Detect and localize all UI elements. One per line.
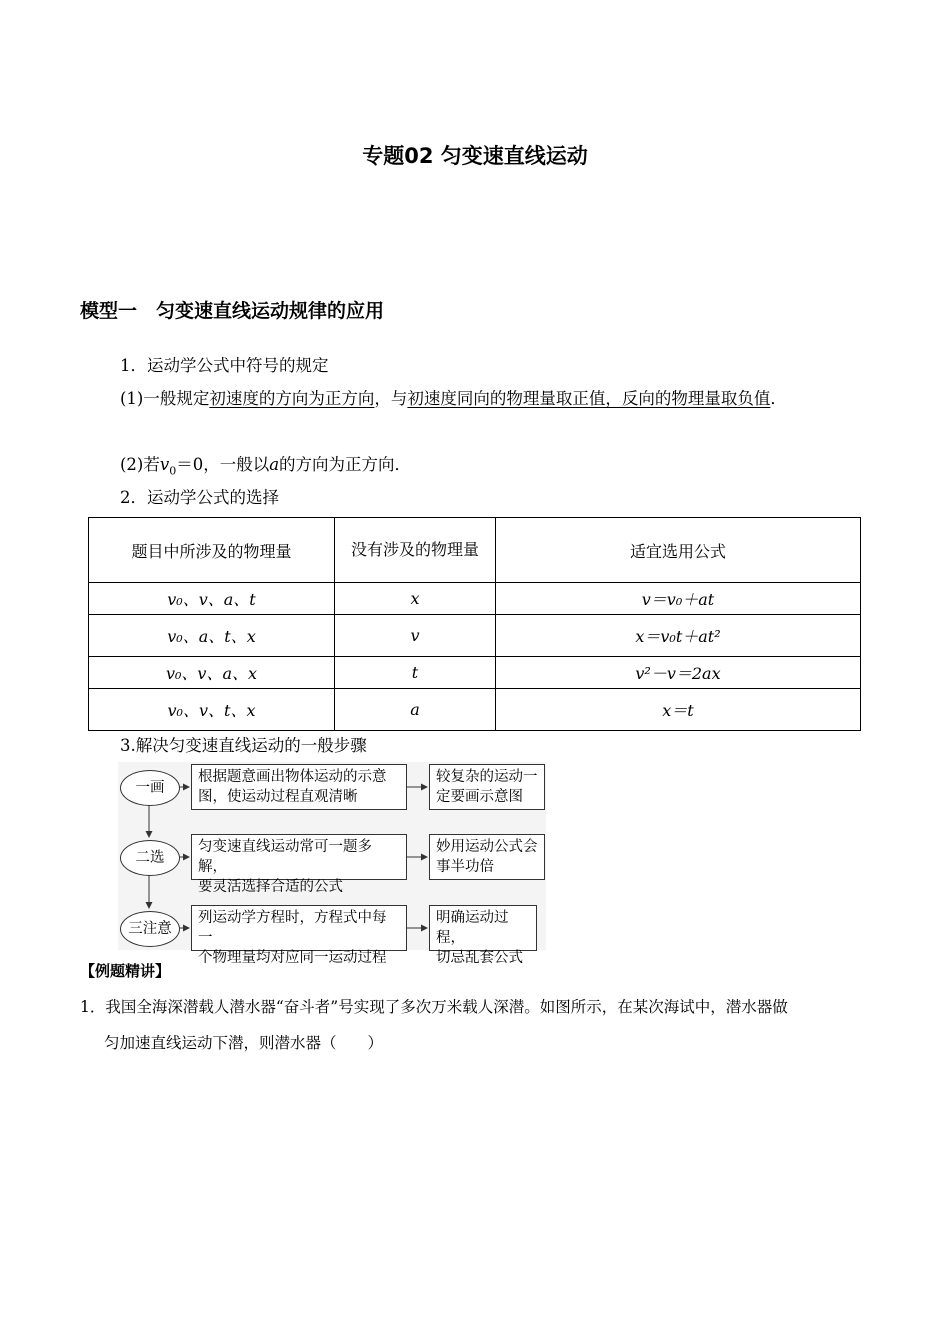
rule2-v: v [159, 455, 170, 474]
section2-heading: 2．运动学公式的选择 [120, 488, 279, 507]
header-cell: 没有涉及的物理量 [335, 518, 496, 583]
page-title: 专题02 匀变速直线运动 [362, 144, 588, 168]
missing-cell: v [335, 615, 496, 657]
missing-cell: t [335, 657, 496, 689]
question1-line2: 匀加速直线运动下潜，则潜水器（ ） [104, 1034, 384, 1052]
formula-table [88, 517, 861, 731]
rule2-a: a [269, 455, 280, 474]
step1-tip-box: 较复杂的运动一 定要画示意图 [429, 764, 545, 810]
formula-cell: v＝v₀＋at [496, 583, 861, 615]
header-cell: 题目中所涉及的物理量 [89, 518, 335, 583]
section3-heading: 3.解决匀变速直线运动的一般步骤 [120, 736, 367, 755]
quantities-cell: v₀、v、a、x [89, 657, 335, 689]
missing-cell: x [335, 583, 496, 615]
rule2-mid: ＝0，一般以 [176, 455, 270, 474]
quantities-cell: v₀、v、t、x [89, 689, 335, 731]
header-cell: 适宜选用公式 [496, 518, 861, 583]
steps-flowchart [118, 762, 548, 966]
rule2-prefix: (2)若 [120, 455, 160, 474]
step3-tip-box: 明确运动过程， 切忌乱套公式 [429, 905, 537, 951]
rule1-underline2: 初速度同向的物理量取正值，反向的物理量取负值 [407, 389, 771, 408]
rule2-sub: 0 [169, 464, 177, 478]
step1-oval: 一画 [120, 770, 180, 806]
step2-oval: 二选 [120, 840, 180, 876]
rule2-suffix: 的方向为正方向． [279, 455, 412, 474]
table-row [89, 583, 861, 615]
table-row [89, 689, 861, 731]
rule1-underline1: 初速度的方向为正方向 [209, 389, 375, 408]
formula-cell: x＝t [496, 689, 861, 731]
rule1-mid: ，与 [374, 389, 408, 408]
formula-cell: v²－v＝2ax [496, 657, 861, 689]
question1-line1: 1．我国全海深潜载人潜水器“奋斗者”号实现了多次万米载人深潜。如图所示，在某次海试中，潜水器做 [80, 998, 788, 1016]
rule1-suffix: ． [770, 389, 787, 408]
quantities-cell: v₀、a、t、x [89, 615, 335, 657]
missing-cell: a [335, 689, 496, 731]
model-heading: 模型一 匀变速直线运动规律的应用 [80, 300, 385, 322]
step3-oval: 三注意 [120, 911, 180, 947]
step2-desc-box: 匀变速直线运动常可一题多解， 要灵活选择合适的公式 [191, 834, 407, 880]
step3-desc-box: 列运动学方程时，方程式中每一 个物理量均对应同一运动过程 [191, 905, 407, 951]
step2-tip-box: 妙用运动公式会 事半功倍 [429, 834, 545, 880]
formula-cell: x＝v₀t＋at² [496, 615, 861, 657]
rule1-prefix: (1)一般规定 [120, 389, 210, 408]
quantities-cell: v₀、v、a、t [89, 583, 335, 615]
section1-heading: 1．运动学公式中符号的规定 [120, 356, 329, 375]
table-header-row [89, 518, 861, 583]
example-heading: 【例题精讲】 [80, 962, 171, 980]
table-row [89, 615, 861, 657]
step1-desc-box: 根据题意画出物体运动的示意 图，使运动过程直观清晰 [191, 764, 407, 810]
rule1-paragraph [80, 383, 870, 415]
table-row [89, 657, 861, 689]
